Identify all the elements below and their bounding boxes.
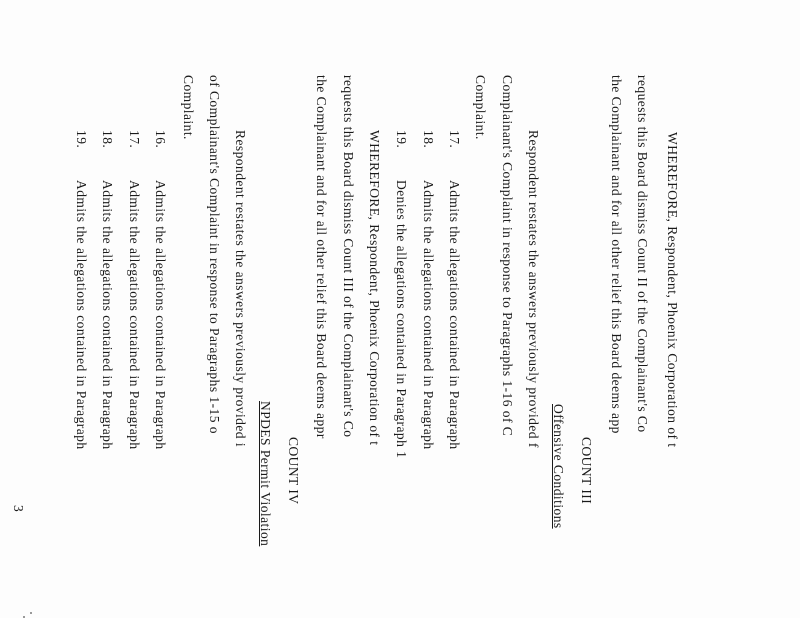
count-iii-item-18 [421,130,436,450]
count-iv-item-16 [153,130,168,450]
count-iii-wherefore-line-2: requests this Board dismiss Count III of the Complainant's Co [341,75,356,438]
count-iii-wherefore-line-3: the Complainant and for all other relief this Board deems appr [314,75,329,439]
count-iii-subheading: Offensive Conditions [551,404,566,529]
item-number: 16. [153,130,168,149]
count-iv-item-19 [74,130,89,450]
item-text: Admits the allegations contained in Paragraph [74,180,89,450]
count-iii-wherefore-line-1: WHEREFORE, Respondent, Phoenix Corporation of t [367,130,382,446]
page-number: 3 [11,505,26,513]
count-iii-restate-line-2: Complainant's Complaint in response to Paragraphs 1-16 of C [500,75,515,437]
count-iv-item-18 [100,130,115,450]
count-iii-item-17 [447,130,462,450]
count-iii-restate-line-3: Complaint. [473,75,488,140]
item-number: 19. [394,130,409,149]
count-iv-heading: COUNT IV [286,437,301,505]
item-text: Admits the allegations contained in Paragraph [100,180,115,450]
count-iv-restate-line-3: Complaint. [181,75,196,140]
item-number: 18. [100,130,115,149]
item-text: Denies the allegations contained in Paragraph 1 [394,180,409,459]
count-ii-wherefore-line-1: WHEREFORE, Respondent, Phoenix Corporation of t [665,132,680,448]
item-number: 17. [127,130,142,149]
count-ii-wherefore-line-2: requests this Board dismiss Count II of the Complainant's Co [635,75,650,433]
count-iii-restate-line-1: Respondent restates the answers previously provided f [526,130,541,448]
count-iii-item-19 [394,130,409,459]
item-text: Admits the allegations contained in Paragraph [447,180,462,450]
count-ii-wherefore-line-3: the Complainant and for all other relief this Board deems app [609,75,624,434]
scan-speck [30,612,32,614]
item-text: Admits the allegations contained in Paragraph [421,180,436,450]
item-number: 19. [74,130,89,149]
item-number: 17. [447,130,462,149]
item-text: Admits the allegations contained in Paragraph [153,180,168,450]
count-iv-restate-line-1: Respondent restates the answers previously provided i [233,130,248,448]
item-number: 18. [421,130,436,149]
count-iv-item-17 [127,130,142,450]
count-iv-subheading: NPDES Permit Violation [258,401,273,547]
count-iv-restate-line-2: of Complainant's Complaint in response to Paragraphs 1-15 o [207,75,222,434]
count-iii-heading: COUNT III [579,437,594,505]
item-text: Admits the allegations contained in Paragraph [127,180,142,450]
